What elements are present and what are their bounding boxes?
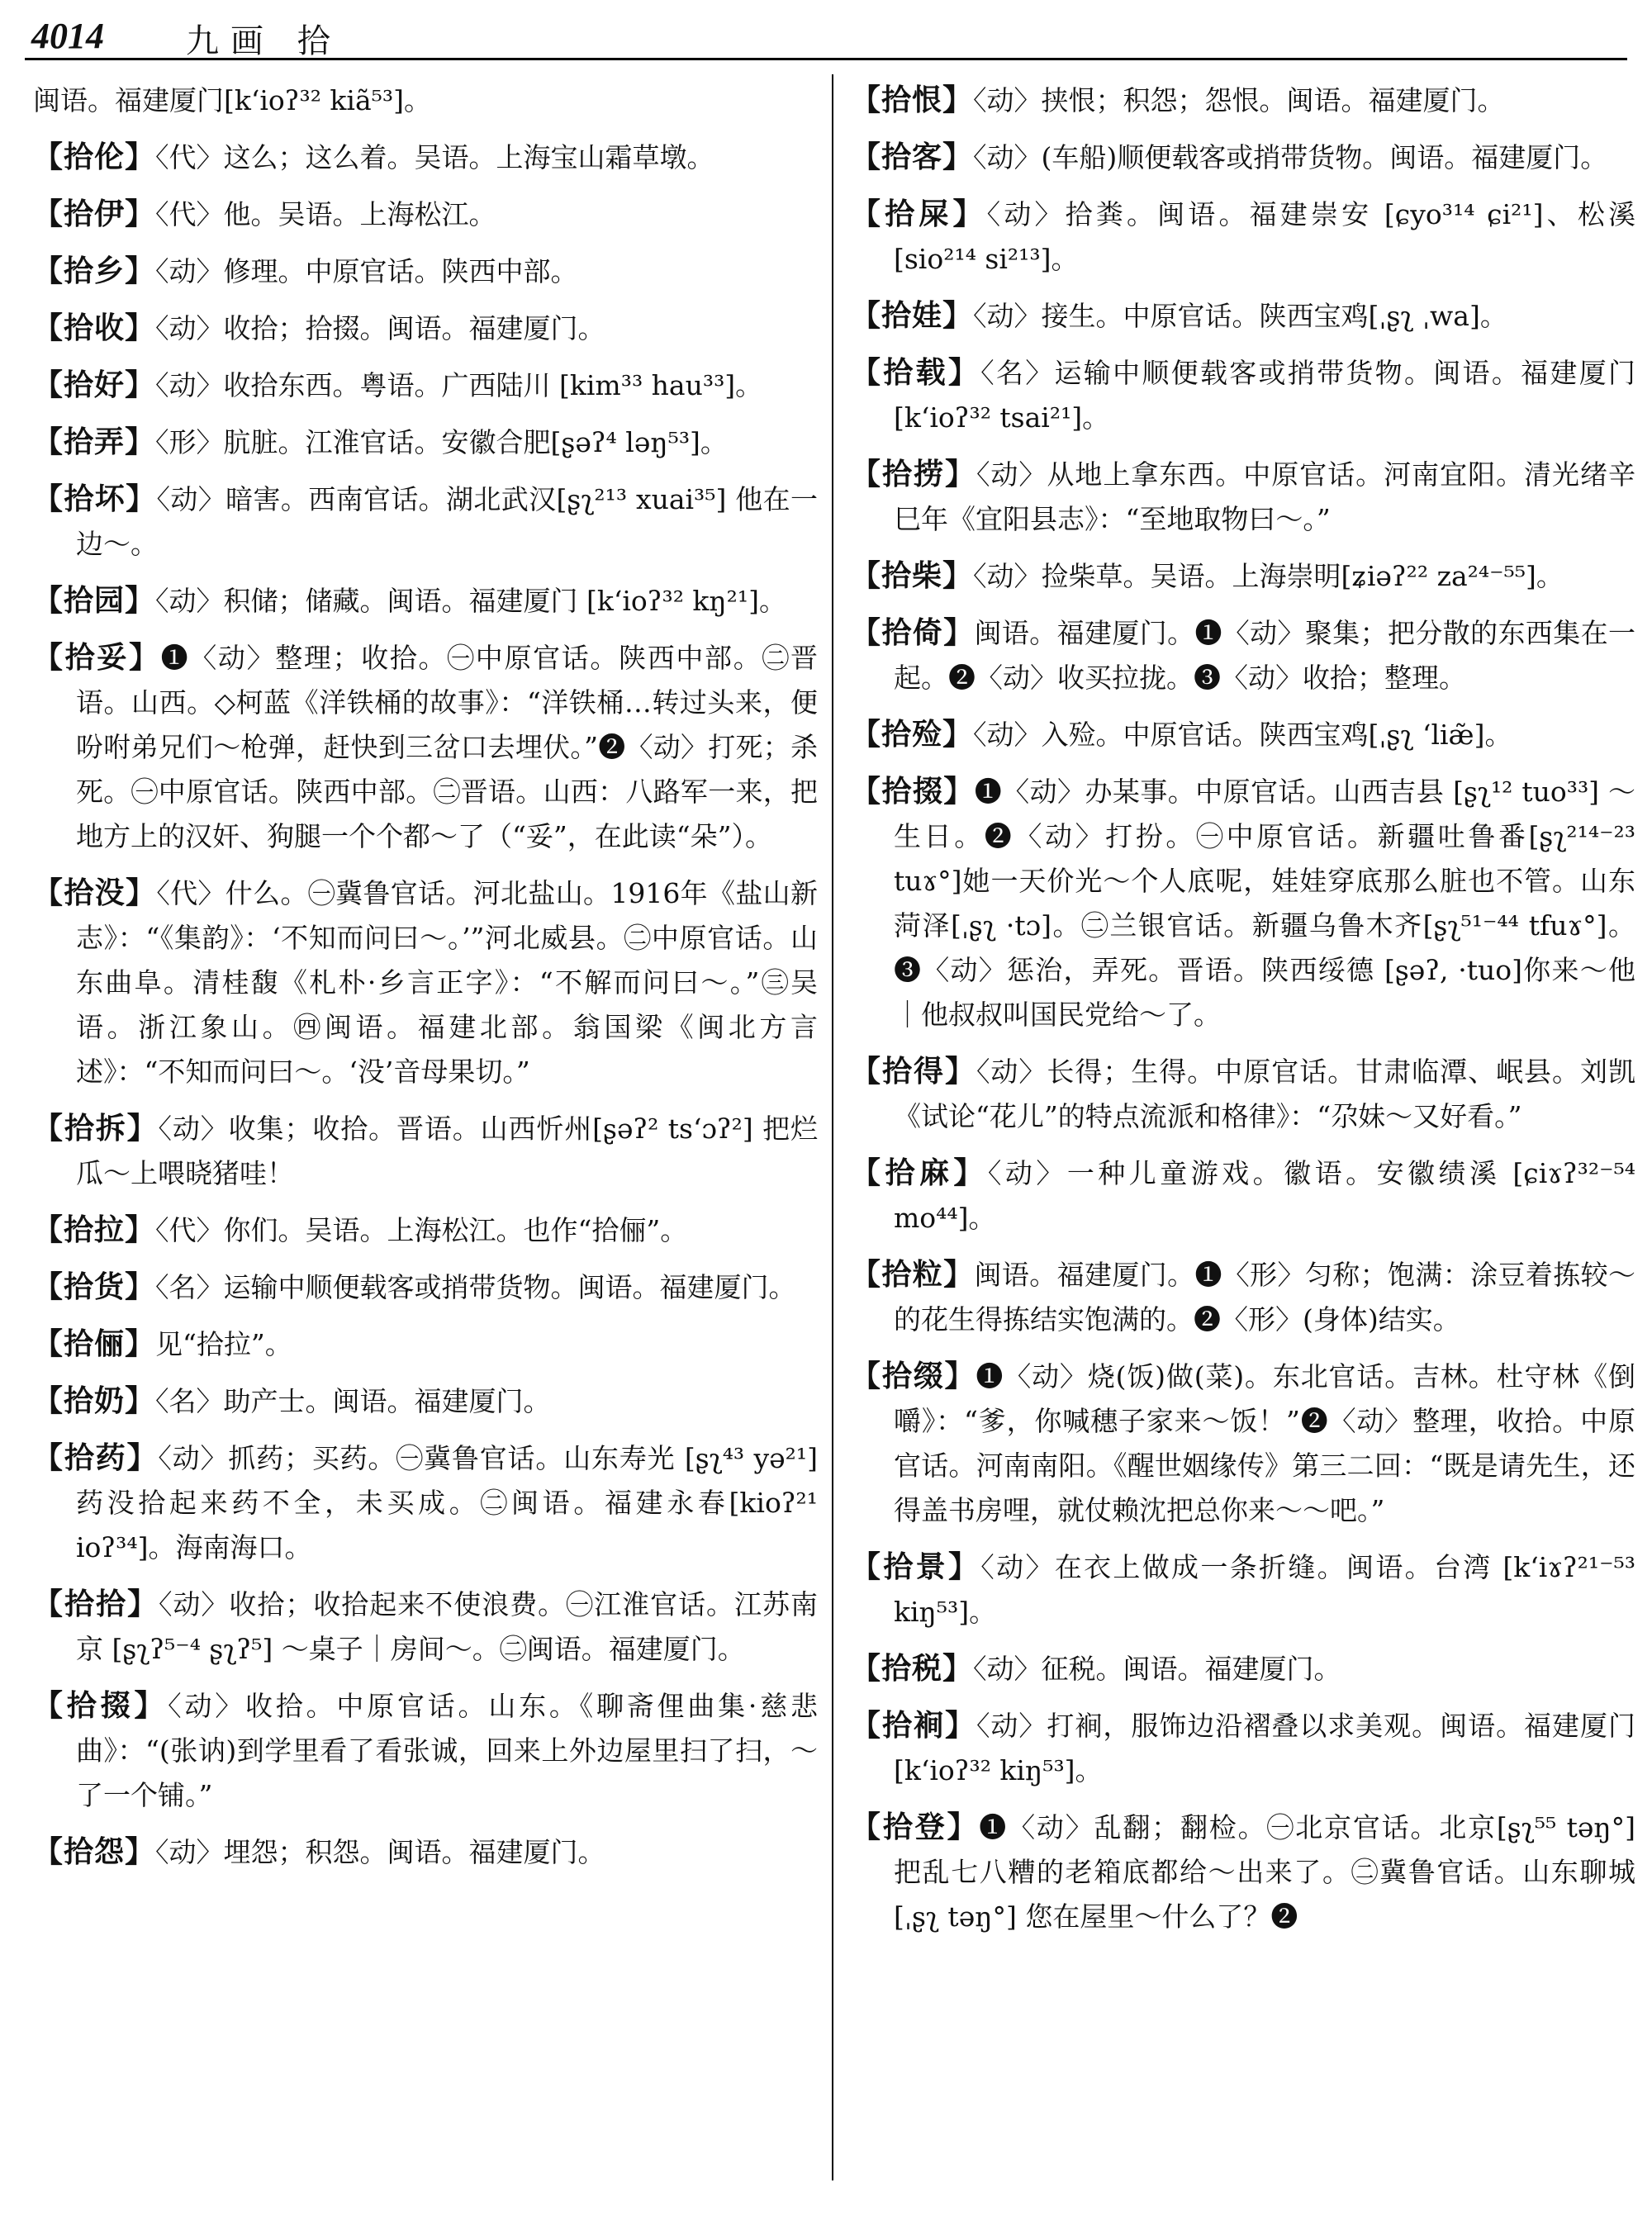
headword: 【拾景】 bbox=[851, 1549, 981, 1584]
definition: 闽语。福建厦门。❶〈形〉匀称；饱满：涂豆着拣较～的花生得拣结实饱满的。❷〈形〉(身体)结实。 bbox=[894, 1259, 1635, 1336]
headword: 【拾药】 bbox=[33, 1440, 159, 1475]
dictionary-entry bbox=[851, 78, 1635, 123]
dictionary-entry bbox=[33, 477, 818, 567]
headword: 【拾缀】 bbox=[851, 1359, 976, 1393]
definition: 〈名〉运输中顺便载客或捎带货物。闽语。福建厦门 [k‘ioʔ³² tsai²¹]。 bbox=[894, 357, 1635, 434]
dictionary-entry bbox=[851, 293, 1635, 339]
headword: 【拾收】 bbox=[33, 311, 156, 345]
dictionary-entry bbox=[33, 1321, 818, 1367]
dictionary-entry bbox=[33, 1264, 818, 1310]
headword: 【拾载】 bbox=[851, 355, 981, 390]
dictionary-entry bbox=[33, 1683, 818, 1818]
definition: 〈名〉助产士。闽语。福建厦门。 bbox=[155, 1385, 551, 1417]
dictionary-entry bbox=[851, 610, 1635, 700]
dictionary-entry bbox=[851, 1252, 1635, 1342]
headword: 【拾拆】 bbox=[33, 1111, 159, 1146]
left-column bbox=[33, 74, 818, 2213]
dictionary-entry bbox=[33, 135, 818, 180]
definition: 〈动〉抓药；买药。㊀冀鲁官话。山东寿光 [ʂʅ⁴³ yə²¹] 药没拾起来药不全，未买成。㊁闽语。福建永春[kioʔ²¹ ioʔ³⁴]。海南海口。 bbox=[76, 1442, 818, 1563]
dictionary-entry bbox=[851, 1544, 1635, 1635]
dictionary-entry bbox=[851, 1646, 1635, 1691]
definition: 〈动〉暗害。西南官话。湖北武汉[ʂʅ²¹³ xuai³⁵] 他在一边～。 bbox=[76, 483, 818, 560]
page-header bbox=[0, 0, 1652, 76]
definition: 闽语。福建厦门[k‘ioʔ³² kiã⁵³]。 bbox=[33, 84, 431, 116]
definition: 〈动〉收集；收拾。晋语。山西忻州[ʂəʔ² ts‘ɔʔ²] 把烂瓜～上喂晓猪哇！ bbox=[76, 1113, 818, 1189]
headword: 【拾裥】 bbox=[851, 1708, 976, 1743]
definition: 〈动〉修理。中原官话。陕西中部。 bbox=[155, 255, 578, 287]
definition: 〈动〉捡柴草。吴语。上海崇明[ʑiəʔ²² za²⁴⁻⁵⁵]。 bbox=[973, 560, 1564, 592]
definition: 〈动〉收拾。中原官话。山东。《聊斋俚曲集·慈悲曲》：“(张讷)到学里看了看张诚，回来上外边屋里扫了扫，～了一个铺。” bbox=[76, 1690, 818, 1811]
headword: 【拾伊】 bbox=[33, 197, 156, 231]
definition: ❶〈动〉烧(饭)做(菜)。东北官话。吉林。杜守林《倒嚼》：“爹，你喊穗子家来～饭！”❷〈动〉整理，收拾。中原官话。河南南阳。《醒世姻缘传》第三二回：“既是请先生，还得盖书房哩，就仗赖沈把总你来～～吧。” bbox=[894, 1360, 1635, 1526]
definition: 〈动〉挟恨；积怨；怨恨。闽语。福建厦门。 bbox=[973, 84, 1505, 116]
headword: 【拾俪】 bbox=[33, 1326, 156, 1361]
headword: 【拾娃】 bbox=[851, 298, 974, 333]
dictionary-entry bbox=[33, 363, 818, 408]
definition: 〈动〉收拾东西。粤语。广西陆川 [kim³³ hau³³]。 bbox=[155, 369, 763, 401]
definition: 〈代〉什么。㊀冀鲁官话。河北盐山。1916年《盐山新志》：“《集韵》：‘不知而问曰～。’”河北威县。㊁中原官话。山东曲阜。清桂馥《札朴·乡言正字》：“不解而问曰～。”㊂吴语。浙江象山。㊃闽语。福建北部。翁国梁《闽北方言述》：“不知而问曰～。‘没’音母果切。” bbox=[76, 877, 818, 1088]
headword: 【拾伦】 bbox=[33, 140, 156, 174]
definition: 〈动〉埋怨；积怨。闽语。福建厦门。 bbox=[155, 1836, 605, 1868]
dictionary-entry bbox=[851, 135, 1635, 180]
headword: 【拾税】 bbox=[851, 1651, 974, 1686]
dictionary-entry bbox=[851, 350, 1635, 440]
definition: 〈代〉你们。吴语。上海松江。也作“拾俪”。 bbox=[155, 1214, 688, 1246]
definition: 见“拾拉”。 bbox=[155, 1328, 292, 1360]
definition: 〈名〉运输中顺便载客或捎带货物。闽语。福建厦门。 bbox=[155, 1271, 796, 1303]
headword: 【拾殓】 bbox=[851, 717, 974, 752]
headword: 【拾拾】 bbox=[33, 1587, 159, 1621]
headword: 【拾好】 bbox=[33, 368, 156, 402]
headword: 【拾掇】 bbox=[33, 1688, 169, 1723]
dictionary-entry bbox=[851, 1049, 1635, 1139]
dictionary-entry bbox=[851, 1354, 1635, 1533]
headword: 【拾货】 bbox=[33, 1269, 156, 1304]
definition: ❶〈动〉整理；收拾。㊀中原官话。陕西中部。㊁晋语。山西。◇柯蓝《洋铁桶的故事》：“洋铁桶…转过头来，便吩咐弟兄们～枪弹，赶快到三岔口去埋伏。”❷〈动〉打死；杀死。㊀中原官话。陕西中部。㊁晋语。山西：八路军一来，把地方上的汉奸、狗腿一个个都～了（“妥”，在此读“朵”）。 bbox=[76, 642, 818, 852]
dictionary-entry bbox=[33, 78, 818, 123]
headword: 【拾得】 bbox=[851, 1054, 976, 1089]
headword: 【拾屎】 bbox=[851, 197, 987, 231]
dictionary-entry bbox=[33, 1582, 818, 1672]
headword: 【拾掇】 bbox=[851, 774, 975, 809]
dictionary-entry bbox=[33, 306, 818, 351]
dictionary-entry bbox=[851, 712, 1635, 757]
definition: 〈动〉(车船)顺便载客或捎带货物。闽语。福建厦门。 bbox=[973, 141, 1608, 173]
dictionary-entry bbox=[33, 420, 818, 465]
dictionary-entry bbox=[851, 1151, 1635, 1241]
headword: 【拾没】 bbox=[33, 875, 157, 910]
definition: 〈动〉一种儿童游戏。徽语。安徽绩溪 [ɕiɤʔ³²⁻⁵⁴ mo⁴⁴]。 bbox=[894, 1157, 1635, 1234]
headword: 【拾拉】 bbox=[33, 1212, 156, 1247]
headword: 【拾弄】 bbox=[33, 425, 156, 459]
page-number: 4014 bbox=[31, 16, 104, 56]
dictionary-entry bbox=[851, 553, 1635, 599]
dictionary-entry bbox=[33, 635, 818, 859]
headword: 【拾妥】 bbox=[33, 640, 161, 675]
dictionary-entry bbox=[33, 1208, 818, 1253]
definition: 〈动〉在衣上做成一条折缝。闽语。台湾 [k‘iɤʔ²¹⁻⁵³ kiŋ⁵³]。 bbox=[894, 1551, 1635, 1628]
definition: ❶〈动〉乱翻；翻检。㊀北京官话。北京[ʂʅ⁵⁵ təŋ°] 把乱七八糟的老箱底都给～出来了。㊁冀鲁官话。山东聊城 [ˌʂʅ təŋ°] 您在屋里～什么了？❷ bbox=[894, 1811, 1635, 1933]
headword: 【拾恨】 bbox=[851, 83, 974, 117]
header-rule bbox=[25, 58, 1627, 60]
headword: 【拾登】 bbox=[851, 1810, 980, 1844]
headword: 【拾粒】 bbox=[851, 1257, 975, 1292]
right-column bbox=[851, 74, 1635, 2213]
headword: 【拾坏】 bbox=[33, 482, 157, 516]
dictionary-entry bbox=[33, 192, 818, 237]
dictionary-entry bbox=[33, 871, 818, 1094]
dictionary-entry bbox=[851, 769, 1635, 1037]
definition: 〈动〉拾粪。闽语。福建崇安 [ɕyo³¹⁴ ɕi²¹]、松溪[sio²¹⁴ si²¹³]。 bbox=[894, 198, 1635, 275]
definition: 〈动〉入殓。中原官话。陕西宝鸡[ˌʂʅ ‘liæ̃]。 bbox=[973, 719, 1512, 751]
definition: ❶〈动〉办某事。中原官话。山西吉县 [ʂʅ¹² tuo³³] ～生日。❷〈动〉打扮。㊀中原官话。新疆吐鲁番[ʂʅ²¹⁴⁻²³ tuɤ°]她一天价光～个人底呢，娃娃穿底那么脏也不管。山东菏泽[ˌʂʅ ·tɔ]。㊁兰银官话。新疆乌鲁木齐[ʂʅ⁵¹⁻⁴⁴ tfuɤ°]。❸〈动〉惩治，弄死。晋语。陕西绥德 [ʂəʔ, ·tuo]你来～他｜他叔叔叫国民党给～了。 bbox=[894, 776, 1635, 1031]
headword: 【拾麻】 bbox=[851, 1155, 988, 1190]
definition: 〈代〉他。吴语。上海松江。 bbox=[155, 198, 496, 230]
definition: 〈动〉收拾；拾掇。闽语。福建厦门。 bbox=[155, 312, 605, 344]
headword: 【拾客】 bbox=[851, 140, 974, 174]
headword: 【拾园】 bbox=[33, 583, 156, 618]
headword: 【拾乡】 bbox=[33, 254, 156, 288]
definition: 〈动〉打裥，服饰边沿褶叠以求美观。闽语。福建厦门[k‘ioʔ³² kiŋ⁵³]。 bbox=[894, 1710, 1635, 1786]
dictionary-entry bbox=[33, 1829, 818, 1875]
headword: 【拾倚】 bbox=[851, 615, 975, 650]
definition: 〈代〉这么；这么着。吴语。上海宝山霜草墩。 bbox=[155, 141, 714, 173]
definition: 〈动〉接生。中原官话。陕西宝鸡[ˌʂʅ ˌwa]。 bbox=[973, 300, 1507, 332]
dictionary-entry bbox=[33, 578, 818, 624]
dictionary-entry bbox=[851, 192, 1635, 282]
headword: 【拾奶】 bbox=[33, 1383, 156, 1418]
dictionary-entry bbox=[851, 452, 1635, 542]
definition: 〈动〉征税。闽语。福建厦门。 bbox=[973, 1653, 1341, 1685]
headword: 【拾柴】 bbox=[851, 558, 974, 593]
definition: 〈动〉从地上拿东西。中原官话。河南宜阳。清光绪辛巳年《宜阳县志》：“至地取物曰～。” bbox=[894, 458, 1635, 535]
dictionary-entry bbox=[33, 1435, 818, 1570]
definition: 〈动〉长得；生得。中原官话。甘肃临潭、岷县。刘凯《试论“花儿”的特点流派和格律》：“尕妹～又好看。” bbox=[894, 1056, 1635, 1132]
column-divider bbox=[832, 74, 833, 2180]
definition: 〈形〉肮脏。江淮官话。安徽合肥[ʂəʔ⁴ ləŋ⁵³]。 bbox=[155, 426, 728, 458]
dictionary-entry bbox=[851, 1805, 1635, 1939]
definition: 〈动〉收拾；收拾起来不使浪费。㊀江淮官话。江苏南京 [ʂʅʔ⁵⁻⁴ ʂʅʔ⁵] ～桌子｜房间～。㊁闽语。福建厦门。 bbox=[76, 1588, 818, 1665]
dictionary-entry bbox=[33, 249, 818, 294]
definition: 〈动〉积储；储藏。闽语。福建厦门 [k‘ioʔ³² kŋ²¹]。 bbox=[155, 585, 787, 617]
headword: 【拾怨】 bbox=[33, 1834, 156, 1869]
dictionary-entry bbox=[33, 1106, 818, 1196]
definition: 闽语。福建厦门。❶〈动〉聚集；把分散的东西集在一起。❷〈动〉收买拉拢。❸〈动〉收拾；整理。 bbox=[894, 617, 1635, 694]
dictionary-entry bbox=[33, 1378, 818, 1424]
section-title: 九画 拾 bbox=[186, 22, 342, 60]
dictionary-entry bbox=[851, 1703, 1635, 1793]
headword: 【拾捞】 bbox=[851, 457, 976, 491]
